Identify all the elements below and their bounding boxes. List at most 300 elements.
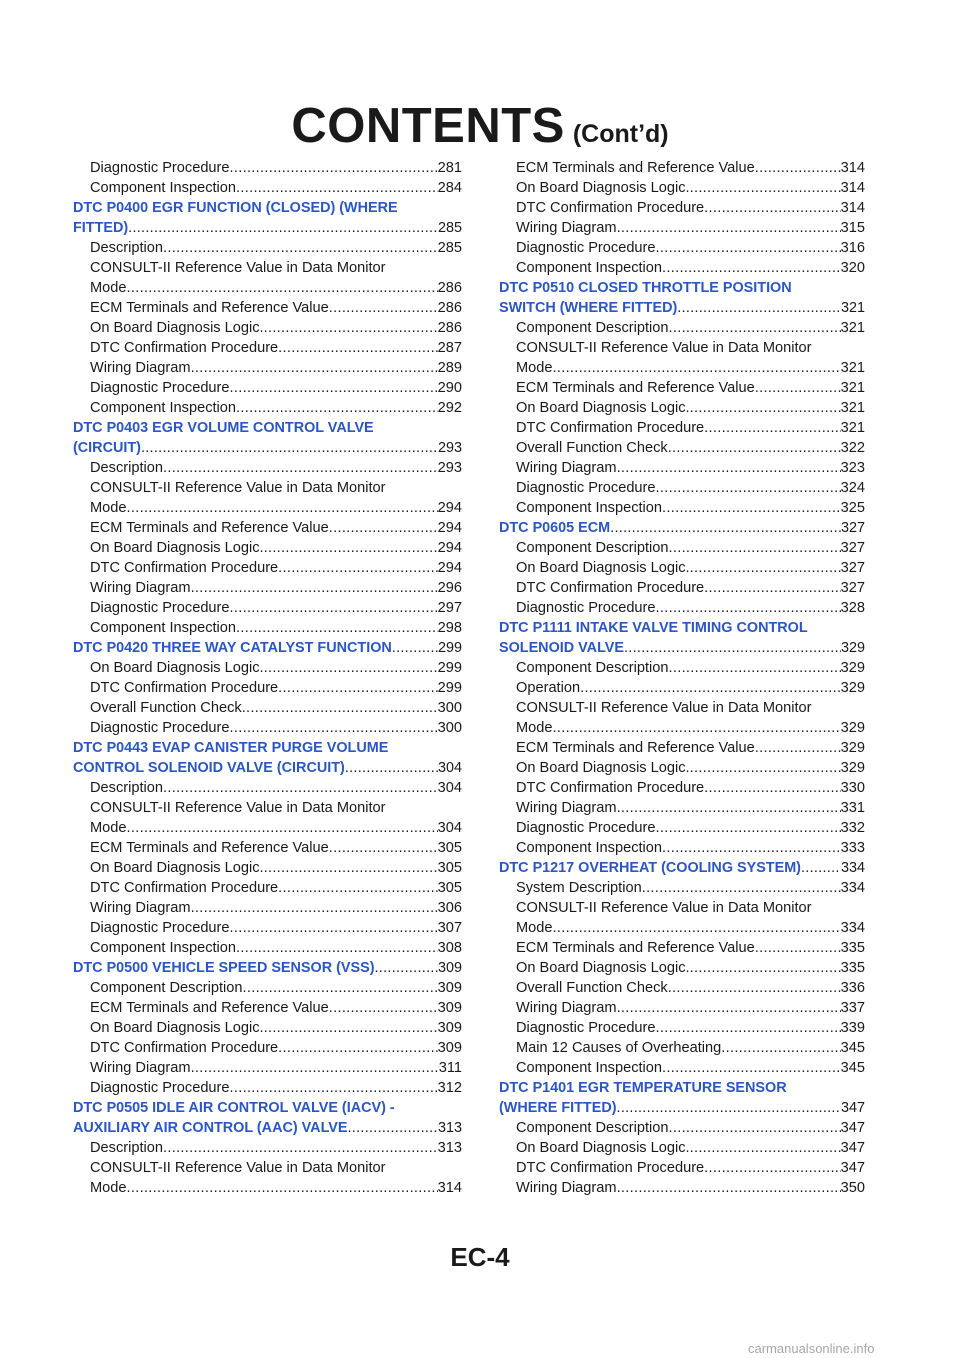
toc-entry-label: ECM Terminals and Reference Value	[90, 300, 329, 316]
toc-entry-label: Wiring Diagram	[90, 360, 191, 376]
dot-leader	[704, 418, 840, 438]
toc-page-number: 322	[840, 440, 865, 456]
dot-leader	[801, 858, 841, 878]
dot-leader	[610, 518, 841, 538]
dot-leader	[704, 1158, 840, 1178]
toc-page-number: 345	[840, 1040, 865, 1056]
dot-leader	[662, 838, 841, 858]
toc-entry-label: Diagnostic Procedure	[90, 160, 230, 176]
toc-entry[interactable]	[73, 398, 462, 418]
dot-leader	[755, 158, 841, 178]
toc-page-number: 329	[840, 680, 865, 696]
toc-page-number: 334	[840, 880, 865, 896]
toc-entry-label: Main 12 Causes of Overheating	[516, 1040, 722, 1056]
toc-page-number: 305	[437, 880, 462, 896]
toc-entry[interactable]	[73, 878, 462, 898]
toc-entry[interactable]	[499, 918, 865, 938]
toc-page-number: 308	[437, 940, 462, 956]
toc-page-number: 313	[437, 1120, 462, 1136]
toc-entry-label: Mode	[90, 820, 127, 836]
toc-entry-label: Overall Function Check	[90, 700, 242, 716]
toc-entry-label: Component Inspection	[90, 940, 237, 956]
toc-entry[interactable]: CONSULT-II Reference Value in Data Monitor	[90, 800, 386, 816]
toc-entry-label: AUXILIARY AIR CONTROL (AAC) VALVE	[73, 1120, 348, 1136]
toc-section-heading[interactable]	[499, 1098, 865, 1118]
dot-leader	[278, 678, 437, 698]
toc-page-number: 335	[840, 940, 865, 956]
toc-entry-label: Mode	[90, 280, 127, 296]
toc-entry[interactable]	[73, 1078, 462, 1098]
toc-entry[interactable]	[499, 658, 865, 678]
toc-entry-label: On Board Diagnosis Logic.	[90, 540, 264, 556]
toc-entry[interactable]	[499, 818, 865, 838]
toc-page-number: 285	[437, 240, 462, 256]
dot-leader	[329, 518, 438, 538]
toc-entry-label: On Board Diagnosis Logic.	[516, 1140, 690, 1156]
toc-entry[interactable]	[73, 858, 462, 878]
toc-page-number: 332	[840, 820, 865, 836]
dot-leader	[264, 1018, 438, 1038]
toc-entry[interactable]	[73, 518, 462, 538]
toc-entry-label: On Board Diagnosis Logic.	[516, 960, 690, 976]
dot-leader	[230, 1078, 438, 1098]
toc-entry-label: On Board Diagnosis Logic.	[90, 320, 264, 336]
toc-entry[interactable]	[499, 718, 865, 738]
toc-page-number: 304	[437, 760, 462, 776]
toc-entry-label: (CIRCUIT)	[73, 440, 141, 456]
toc-entry[interactable]: CONSULT-II Reference Value in Data Monitor	[516, 900, 812, 916]
toc-page-number: 309	[437, 980, 462, 996]
toc-entry[interactable]	[73, 898, 462, 918]
toc-section-heading[interactable]	[499, 518, 865, 538]
toc-entry[interactable]	[499, 398, 865, 418]
toc-entry-label: Component Description	[516, 660, 669, 676]
dot-leader	[690, 178, 841, 198]
toc-page-number: 314	[437, 1180, 462, 1196]
toc-page-number: 281	[437, 160, 462, 176]
toc-entry-label: DTC Confirmation Procedure	[90, 680, 279, 696]
dot-leader	[553, 358, 841, 378]
toc-entry[interactable]	[73, 718, 462, 738]
toc-entry[interactable]	[73, 318, 462, 338]
toc-page-number: 316	[840, 240, 865, 256]
dot-leader	[278, 558, 437, 578]
toc-entry[interactable]	[73, 818, 462, 838]
toc-entry[interactable]	[73, 998, 462, 1018]
dot-leader	[329, 298, 438, 318]
toc-entry-label: Diagnostic Procedure	[516, 820, 656, 836]
dot-leader	[127, 278, 438, 298]
dot-leader	[642, 878, 841, 898]
dot-leader	[264, 858, 438, 878]
toc-entry-label: Wiring Diagram	[516, 220, 617, 236]
toc-entry[interactable]	[499, 478, 865, 498]
dot-leader	[278, 1038, 437, 1058]
page-subtitle: (Cont’d)	[572, 120, 669, 148]
toc-entry-label: SWITCH (WHERE FITTED)	[499, 300, 678, 316]
dot-leader	[690, 398, 841, 418]
toc-entry[interactable]	[499, 1138, 865, 1158]
toc-column-right	[499, 158, 865, 1198]
toc-page-number: 284	[437, 180, 462, 196]
toc-entry[interactable]	[73, 598, 462, 618]
toc-page-number: 314	[840, 160, 865, 176]
toc-entry[interactable]	[499, 878, 865, 898]
toc-entry[interactable]	[499, 198, 865, 218]
toc-entry-label: On Board Diagnosis Logic.	[516, 760, 690, 776]
toc-entry[interactable]	[73, 618, 462, 638]
dot-leader	[669, 658, 841, 678]
dot-leader	[669, 318, 841, 338]
dot-leader	[141, 438, 438, 458]
toc-entry-label: On Board Diagnosis Logic.	[516, 180, 690, 196]
toc-entry[interactable]	[499, 158, 865, 178]
toc-entry-label: ECM Terminals and Reference Value	[516, 380, 755, 396]
toc-page-number: 321	[840, 420, 865, 436]
toc-entry[interactable]	[499, 1058, 865, 1078]
toc-entry[interactable]	[499, 238, 865, 258]
toc-page-number: 286	[437, 300, 462, 316]
toc-page-number: 330	[840, 780, 865, 796]
dot-leader	[669, 1118, 841, 1138]
toc-entry[interactable]	[499, 938, 865, 958]
toc-entry[interactable]	[499, 498, 865, 518]
toc-entry-label: Component Inspection	[90, 620, 237, 636]
dot-leader	[553, 918, 841, 938]
page-title: CONTENTS	[291, 99, 565, 153]
toc-entry-label: Component Description	[90, 980, 243, 996]
toc-entry[interactable]	[73, 538, 462, 558]
toc-entry[interactable]	[73, 498, 462, 518]
dot-leader	[624, 638, 841, 658]
toc-entry[interactable]	[499, 538, 865, 558]
dot-leader	[704, 578, 840, 598]
dot-leader	[345, 758, 438, 778]
toc-page-number: 286	[437, 280, 462, 296]
toc-entry[interactable]: CONSULT-II Reference Value in Data Monitor	[90, 260, 386, 276]
toc-entry[interactable]	[499, 1178, 865, 1198]
toc-entry[interactable]	[499, 358, 865, 378]
toc-entry-label: On Board Diagnosis Logic.	[516, 400, 690, 416]
dot-leader	[163, 458, 438, 478]
dot-leader	[230, 718, 438, 738]
toc-entry[interactable]	[73, 1138, 462, 1158]
toc-section-heading[interactable]	[73, 958, 462, 978]
dot-leader	[656, 598, 841, 618]
toc-entry[interactable]	[499, 838, 865, 858]
toc-page-number: 309	[437, 960, 462, 976]
toc-entry[interactable]	[499, 798, 865, 818]
toc-entry[interactable]	[73, 978, 462, 998]
toc-page-number: 321	[840, 380, 865, 396]
toc-entry-label: Mode	[90, 1180, 127, 1196]
dot-leader	[668, 438, 841, 458]
toc-section-heading[interactable]: DTC P0505 IDLE AIR CONTROL VALVE (IACV) -	[73, 1100, 395, 1116]
toc-entry[interactable]	[499, 178, 865, 198]
dot-leader	[690, 1138, 841, 1158]
dot-leader	[553, 718, 841, 738]
toc-entry[interactable]	[73, 1178, 462, 1198]
toc-section-heading[interactable]: DTC P0403 EGR VOLUME CONTROL VALVE	[73, 420, 374, 436]
dot-leader	[264, 538, 438, 558]
dot-leader	[669, 538, 841, 558]
toc-entry[interactable]	[499, 958, 865, 978]
toc-entry-label: Overall Function Check	[516, 980, 668, 996]
toc-section-heading[interactable]	[73, 758, 462, 778]
toc-entry[interactable]	[499, 458, 865, 478]
toc-page-number: 327	[840, 540, 865, 556]
toc-page-number: 345	[840, 1060, 865, 1076]
toc-entry[interactable]	[73, 378, 462, 398]
toc-entry[interactable]: CONSULT-II Reference Value in Data Monitor	[516, 700, 812, 716]
dot-leader	[163, 1138, 438, 1158]
toc-page-number: 327	[840, 520, 865, 536]
toc-page-number: 320	[840, 260, 865, 276]
toc-entry[interactable]	[499, 438, 865, 458]
toc-entry[interactable]: CONSULT-II Reference Value in Data Monitor	[90, 480, 386, 496]
dot-leader	[656, 238, 841, 258]
toc-section-heading[interactable]	[73, 1118, 462, 1138]
toc-section-heading[interactable]	[499, 298, 865, 318]
dot-leader	[392, 638, 438, 658]
toc-entry-label: ECM Terminals and Reference Value	[90, 840, 329, 856]
toc-entry-label: Component Inspection	[516, 260, 663, 276]
toc-entry[interactable]	[73, 918, 462, 938]
toc-entry[interactable]	[499, 598, 865, 618]
toc-entry[interactable]	[499, 738, 865, 758]
toc-entry[interactable]	[73, 938, 462, 958]
toc-page-number: 325	[840, 500, 865, 516]
toc-entry[interactable]	[499, 758, 865, 778]
toc-entry[interactable]	[73, 178, 462, 198]
toc-page-number: 292	[437, 400, 462, 416]
dot-leader	[230, 598, 438, 618]
dot-leader	[127, 498, 438, 518]
toc-entry-label: On Board Diagnosis Logic.	[90, 860, 264, 876]
dot-leader	[236, 178, 438, 198]
toc-page-number: 293	[437, 440, 462, 456]
page-header	[0, 98, 960, 154]
toc-entry-label: Diagnostic Procedure	[516, 600, 656, 616]
toc-entry-label: Component Inspection	[90, 400, 237, 416]
dot-leader	[236, 618, 438, 638]
toc-page-number: 334	[840, 920, 865, 936]
toc-entry-label: DTC Confirmation Procedure	[90, 880, 279, 896]
toc-page-number: 300	[437, 720, 462, 736]
dot-leader	[662, 498, 841, 518]
toc-entry[interactable]	[73, 658, 462, 678]
toc-section-heading[interactable]: DTC P1111 INTAKE VALVE TIMING CONTROL	[499, 620, 808, 636]
toc-page-number: 309	[437, 1040, 462, 1056]
toc-entry[interactable]	[73, 458, 462, 478]
toc-page-number: 324	[840, 480, 865, 496]
toc-entry-label: Diagnostic Procedure	[516, 240, 656, 256]
toc-entry-label: Diagnostic Procedure	[90, 720, 230, 736]
toc-entry-label: Component Inspection	[516, 1060, 663, 1076]
toc-page-number: 329	[840, 660, 865, 676]
toc-entry[interactable]	[73, 678, 462, 698]
dot-leader	[690, 958, 841, 978]
toc-section-heading[interactable]	[73, 218, 462, 238]
toc-entry-label: DTC P0605 ECM	[499, 520, 611, 536]
dot-leader	[580, 678, 841, 698]
toc-section-heading[interactable]	[499, 638, 865, 658]
toc-entry-label: ECM Terminals and Reference Value	[516, 740, 755, 756]
dot-leader	[755, 938, 841, 958]
toc-entry-label: Wiring Diagram	[516, 800, 617, 816]
toc-entry-label: DTC P1217 OVERHEAT (COOLING SYSTEM)	[499, 860, 801, 876]
dot-leader	[656, 478, 841, 498]
toc-entry[interactable]	[499, 1038, 865, 1058]
toc-page-number: 299	[437, 660, 462, 676]
toc-entry-label: Wiring Diagram	[90, 900, 191, 916]
toc-page-number: 299	[437, 680, 462, 696]
dot-leader	[278, 878, 437, 898]
toc-page-number: 347	[840, 1140, 865, 1156]
toc-entry[interactable]	[499, 678, 865, 698]
toc-section-heading[interactable]: DTC P0443 EVAP CANISTER PURGE VOLUME	[73, 740, 389, 756]
toc-page-number: 337	[840, 1000, 865, 1016]
toc-entry-label: On Board Diagnosis Logic.	[90, 660, 264, 676]
toc-entry[interactable]	[73, 1038, 462, 1058]
toc-entry[interactable]: CONSULT-II Reference Value in Data Monitor	[516, 340, 812, 356]
dot-leader	[348, 1118, 438, 1138]
toc-section-heading[interactable]	[73, 438, 462, 458]
watermark: carmanualsonline.info	[748, 1341, 875, 1356]
toc-entry-label: Component Description	[516, 540, 669, 556]
toc-entry-label: DTC Confirmation Procedure	[516, 200, 705, 216]
toc-entry-label: SOLENOID VALVE	[499, 640, 624, 656]
toc-entry[interactable]	[73, 158, 462, 178]
toc-page-number: 323	[840, 460, 865, 476]
toc-entry[interactable]	[73, 1018, 462, 1038]
toc-page-number: 327	[840, 560, 865, 576]
toc-page-number: 329	[840, 760, 865, 776]
dot-leader	[230, 158, 438, 178]
toc-entry[interactable]	[499, 1118, 865, 1138]
toc-entry-label: CONTROL SOLENOID VALVE (CIRCUIT)	[73, 760, 345, 776]
toc-page-number: 294	[437, 500, 462, 516]
toc-section-heading[interactable]: DTC P0400 EGR FUNCTION (CLOSED) (WHERE	[73, 200, 398, 216]
toc-entry[interactable]	[73, 358, 462, 378]
dot-leader	[704, 778, 840, 798]
toc-entry[interactable]	[499, 998, 865, 1018]
toc-page-number: 314	[840, 180, 865, 196]
toc-entry[interactable]	[499, 1018, 865, 1038]
toc-entry-label: Diagnostic Procedure	[90, 600, 230, 616]
toc-entry[interactable]: CONSULT-II Reference Value in Data Monitor	[90, 1160, 386, 1176]
toc-entry[interactable]	[499, 218, 865, 238]
toc-entry-label: Diagnostic Procedure	[90, 1080, 230, 1096]
toc-entry-label: DTC Confirmation Procedure	[516, 780, 705, 796]
toc-entry[interactable]	[73, 838, 462, 858]
toc-section-heading[interactable]: DTC P0510 CLOSED THROTTLE POSITION	[499, 280, 792, 296]
toc-entry[interactable]	[499, 1158, 865, 1178]
toc-column-left	[73, 158, 462, 1198]
dot-leader	[127, 1178, 438, 1198]
dot-leader	[127, 818, 438, 838]
dot-leader	[163, 238, 438, 258]
toc-entry[interactable]	[499, 418, 865, 438]
toc-entry[interactable]	[73, 698, 462, 718]
toc-page-number: 304	[437, 820, 462, 836]
toc-entry[interactable]	[499, 578, 865, 598]
toc-entry-label: Mode	[516, 360, 553, 376]
toc-entry-label: Description	[90, 780, 163, 796]
toc-entry[interactable]	[73, 778, 462, 798]
toc-page-number: 305	[437, 860, 462, 876]
toc-page-number: 347	[840, 1160, 865, 1176]
toc-entry-label: Component Inspection	[90, 180, 237, 196]
toc-entry-label: FITTED)	[73, 220, 129, 236]
toc-page-number: 334	[840, 860, 865, 876]
toc-entry[interactable]	[499, 258, 865, 278]
dot-leader	[690, 558, 841, 578]
toc-entry[interactable]	[73, 238, 462, 258]
toc-entry-label: Mode	[90, 500, 127, 516]
dot-leader	[264, 318, 438, 338]
toc-page-number: 321	[840, 360, 865, 376]
toc-entry-label: Diagnostic Procedure	[516, 480, 656, 496]
toc-page-number: 329	[840, 740, 865, 756]
toc-entry-label: Mode	[516, 920, 553, 936]
toc-entry[interactable]	[73, 578, 462, 598]
dot-leader	[668, 978, 841, 998]
toc-entry-label: DTC P0500 VEHICLE SPEED SENSOR (VSS)	[73, 960, 375, 976]
toc-page-number: 321	[840, 320, 865, 336]
toc-page-number: 300	[437, 700, 462, 716]
toc-page-number: 306	[437, 900, 462, 916]
dot-leader	[617, 458, 841, 478]
toc-entry[interactable]	[499, 318, 865, 338]
dot-leader	[656, 1018, 841, 1038]
toc-page-number: 298	[437, 620, 462, 636]
toc-entry[interactable]	[499, 558, 865, 578]
toc-section-heading[interactable]	[499, 858, 865, 878]
toc-page-number: 329	[840, 640, 865, 656]
toc-page-number: 347	[840, 1100, 865, 1116]
toc-entry[interactable]	[73, 1058, 462, 1078]
dot-leader	[191, 898, 438, 918]
toc-entry-label: Description	[90, 1140, 163, 1156]
toc-entry-label: (WHERE FITTED)	[499, 1100, 617, 1116]
toc-page-number: 314	[840, 200, 865, 216]
toc-entry[interactable]	[73, 278, 462, 298]
toc-entry-label: ECM Terminals and Reference Value	[516, 160, 755, 176]
dot-leader	[230, 918, 438, 938]
dot-leader	[662, 1058, 841, 1078]
toc-section-heading[interactable]: DTC P1401 EGR TEMPERATURE SENSOR	[499, 1080, 787, 1096]
toc-entry[interactable]	[499, 978, 865, 998]
toc-entry[interactable]	[499, 778, 865, 798]
toc-entry-label: DTC Confirmation Procedure	[516, 420, 705, 436]
toc-page-number: 294	[437, 560, 462, 576]
toc-entry[interactable]	[73, 558, 462, 578]
dot-leader	[243, 978, 438, 998]
toc-entry-label: Description	[90, 240, 163, 256]
toc-page-number: 335	[840, 960, 865, 976]
toc-page-number: 315	[840, 220, 865, 236]
toc-page-number: 312	[437, 1080, 462, 1096]
dot-leader	[242, 698, 438, 718]
toc-section-heading[interactable]	[73, 638, 462, 658]
toc-entry-label: DTC Confirmation Procedure	[516, 1160, 705, 1176]
toc-page-number: 304	[437, 780, 462, 796]
dot-leader	[163, 778, 438, 798]
toc-entry[interactable]	[73, 298, 462, 318]
toc-entry[interactable]	[499, 378, 865, 398]
toc-entry[interactable]	[73, 338, 462, 358]
